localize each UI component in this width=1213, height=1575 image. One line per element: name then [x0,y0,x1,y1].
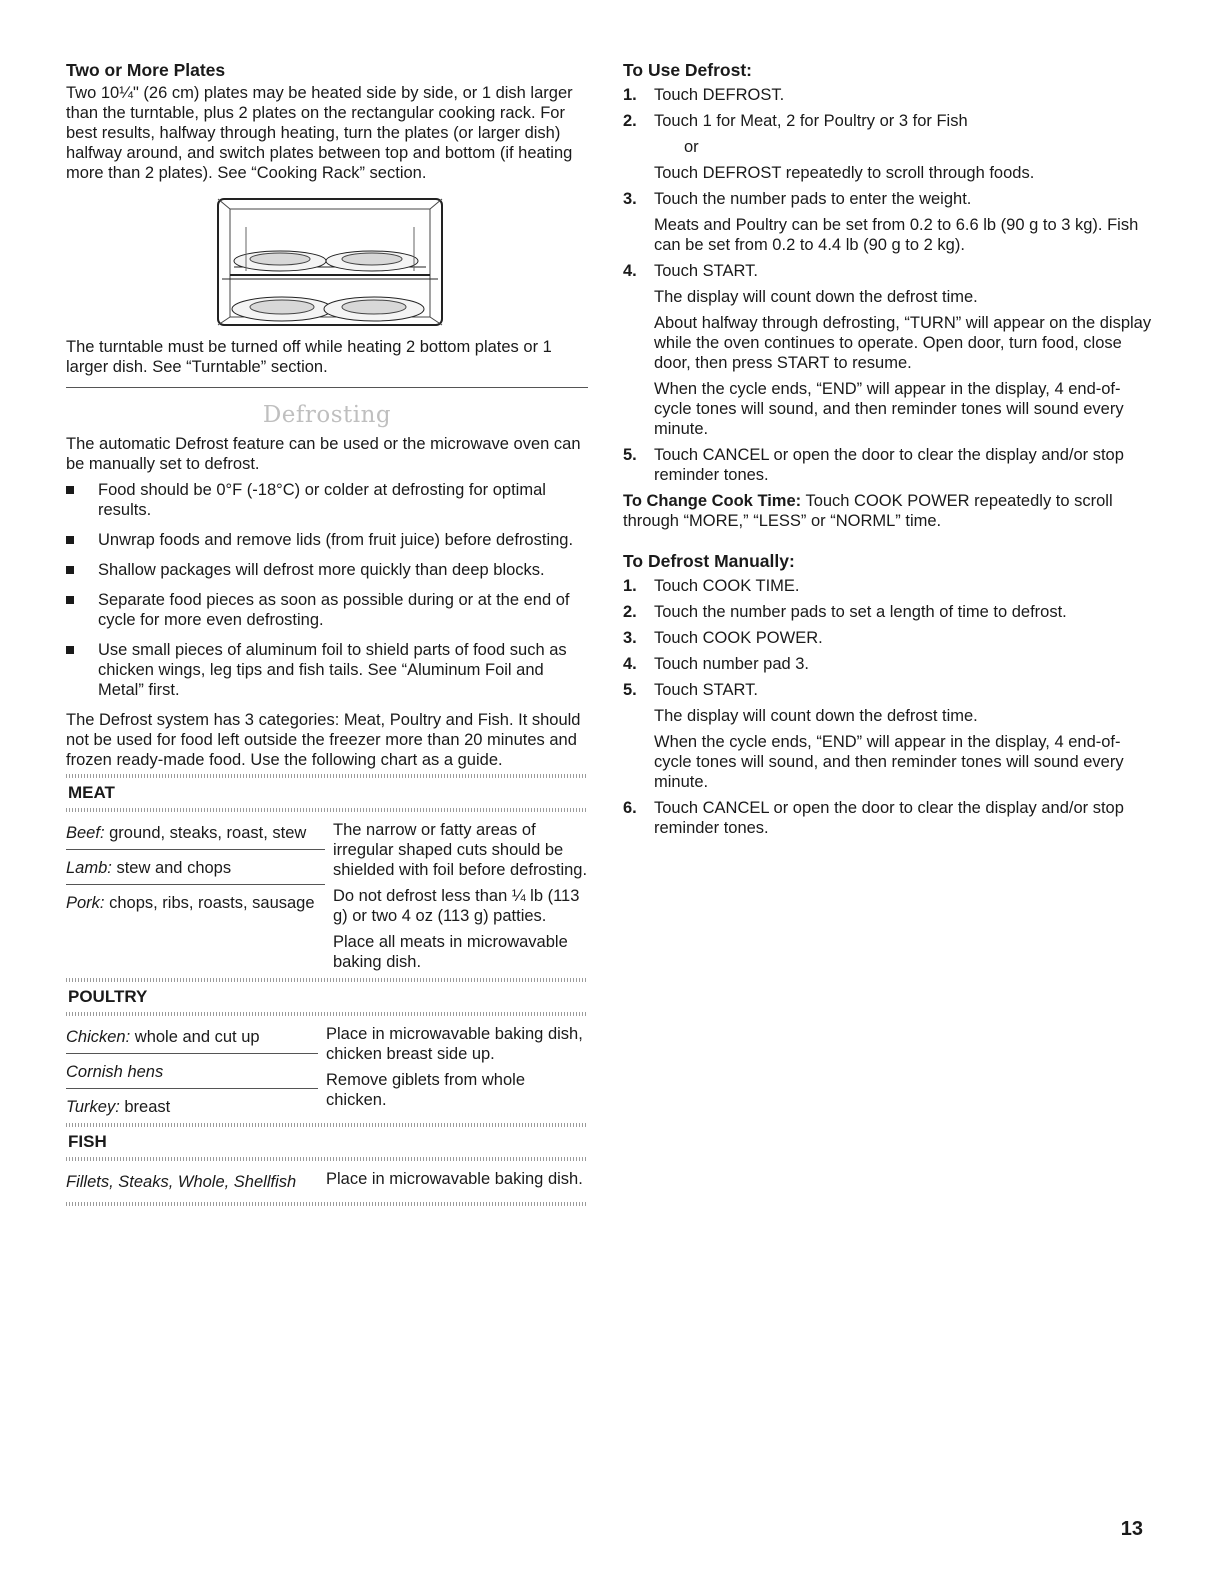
step-text: Touch COOK POWER. [654,629,823,647]
chicken-text: whole and cut up [130,1028,260,1046]
step-text: Touch the number pads to enter the weight. [654,190,972,208]
step-text: Touch CANCEL or open the door to clear the display and/or stop reminder tones. [654,799,1124,837]
change-cook-time [623,491,1153,531]
defrosting-section-title: Defrosting [262,402,392,428]
bullet-icon [66,566,74,574]
left-column [66,60,588,1206]
list-item [623,576,1153,596]
list-item [623,654,1153,674]
change-cook-time-text: Touch COOK POWER repeatedly to scroll through “MORE,” “LESS” or “NORML” time. [623,492,1113,530]
pork-label: Pork: [66,894,105,912]
chicken-label: Chicken: [66,1028,131,1046]
list-item [623,189,1153,255]
step-number: 3. [623,629,637,647]
beef-label: Beef: [66,824,105,842]
bullet-text: Shallow packages will defrost more quickly than deep blocks. [98,561,545,579]
section-divider [66,387,588,388]
list-item [66,640,588,700]
meat-category-title: MEAT [68,783,115,802]
step-detail: When the cycle ends, “END” will appear in the display, 4 end-of-cycle tones will sound, and then reminder tones will sound every minute. [654,733,1124,791]
change-cook-time-label: To Change Cook Time: [623,492,802,510]
beef-text: ground, steaks, roast, stew [104,824,307,842]
list-item [623,602,1153,622]
step-text: Touch START. [654,681,758,699]
step-detail: Meats and Poultry can be set from 0.2 to 6.6 lb (90 g to 3 kg). Fish can be set from 0.2 to 4.4 lb (90 g to 2 kg). [654,216,1139,254]
step-detail: Touch DEFROST repeatedly to scroll through foods. [654,164,1035,182]
step-number: 5. [623,681,637,699]
pork-text: chops, ribs, roasts, sausage [104,894,315,912]
fish-note: Place in microwavable baking dish. [326,1170,583,1188]
defrost-manually-heading: To Defrost Manually: [623,551,795,571]
list-item [623,680,1153,792]
step-text: Touch DEFROST. [654,86,785,104]
use-defrost-heading: To Use Defrost: [623,60,752,80]
step-number: 2. [623,112,637,130]
bullet-text: Unwrap foods and remove lids (from fruit juice) before defrosting. [98,531,574,549]
poultry-note: Remove giblets from whole chicken. [326,1071,525,1109]
use-defrost-steps [623,85,1153,485]
step-detail: The display will count down the defrost time. [654,707,978,725]
meat-note: Place all meats in microwavable baking dish. [332,933,568,971]
turntable-note: The turntable must be turned off while heating 2 bottom plates or 1 larger dish. See “Turntable” section. [66,338,552,376]
plates-heading: Two or More Plates [66,60,226,80]
hatch-rule [66,808,588,812]
table-row [66,850,325,885]
meat-notes [325,820,588,978]
step-text: Touch START. [654,262,758,280]
list-item [623,111,1153,183]
bullet-text: Use small pieces of aluminum foil to shield parts of food such as chicken wings, leg tips and fish tails. See “Aluminum Foil and Metal” first. [98,641,567,699]
fish-label: Fillets, Steaks, Whole, Shellfish [66,1173,297,1191]
page-number: 13 [1120,1518,1143,1540]
table-row [66,1024,318,1054]
defrost-intro: The automatic Defrost feature can be used or the microwave oven can be manually set to defrost. [66,435,581,473]
step-number: 1. [623,86,637,104]
plates-body: Two 10¼" (26 cm) plates may be heated side by side, or 1 dish larger than the turntable, plus 2 plates on the rectangular cooking rack. For best results, halfway through heating, turn the plates (or larger dish) halfway around, and switch plates between top and bottom (if heating more than 2 plates). See “Cooking Rack” section. [66,84,573,182]
meat-note: Do not defrost less than ¼ lb (113 g) or two 4 oz (113 g) patties. [332,887,580,925]
poultry-note: Place in microwavable baking dish, chicken breast side up. [326,1025,583,1063]
poultry-table [66,1024,588,1123]
poultry-category-title: POULTRY [68,987,148,1006]
table-row [66,885,325,919]
step-or: or [684,138,699,156]
lamb-label: Lamb: [66,859,112,877]
poultry-types [66,1024,318,1123]
meat-table [66,820,588,978]
oven-plates-illustration [216,197,444,327]
table-row [66,1089,318,1123]
step-number: 5. [623,446,637,464]
step-number: 4. [623,655,637,673]
table-row [66,820,325,850]
bullet-icon [66,596,74,604]
cornish-label: Cornish hens [66,1063,164,1081]
step-detail: About halfway through defrosting, “TURN” will appear on the display while the oven continues to operate. Open door, turn food, close door, then press START to resume. [654,314,1152,372]
fish-category-title: FISH [68,1132,107,1151]
step-detail: The display will count down the defrost time. [654,288,978,306]
step-number: 2. [623,603,637,621]
step-number: 4. [623,262,637,280]
bullet-icon [66,536,74,544]
step-text: Touch COOK TIME. [654,577,800,595]
step-text: Touch the number pads to set a length of time to defrost. [654,603,1067,621]
step-text: Touch number pad 3. [654,655,810,673]
table-row [66,1054,318,1089]
defrost-system-text: The Defrost system has 3 categories: Meat, Poultry and Fish. It should not be used for food left outside the freezer more than 20 minutes and frozen ready-made food. Use the following chart as a guide. [66,711,581,769]
hatch-rule [66,1012,588,1016]
poultry-notes [318,1024,584,1123]
lamb-text: stew and chops [111,859,232,877]
oven-illustration-svg [216,197,444,327]
meat-note: The narrow or fatty areas of irregular shaped cuts should be shielded with foil before defrosting. [332,821,588,879]
bullet-icon [66,646,74,654]
bullet-text: Separate food pieces as soon as possible during or at the end of cycle for more even defrosting. [98,591,570,629]
list-item [66,480,588,520]
turkey-text: breast [119,1098,171,1116]
fish-types [66,1169,318,1198]
list-item [623,261,1153,439]
hatch-rule [66,1157,588,1161]
meat-types [66,820,325,978]
fish-table [66,1169,588,1198]
step-number: 6. [623,799,637,817]
hatch-rule [66,1202,588,1206]
fish-notes [318,1169,584,1198]
step-number: 1. [623,577,637,595]
table-row [66,1169,318,1198]
defrost-chart [66,774,588,1206]
step-text: Touch 1 for Meat, 2 for Poultry or 3 for Fish [654,112,968,130]
list-item [623,85,1153,105]
turkey-label: Turkey: [66,1098,120,1116]
step-number: 3. [623,190,637,208]
step-text: Touch CANCEL or open the door to clear the display and/or stop reminder tones. [654,446,1124,484]
list-item [623,798,1153,838]
list-item [66,560,588,580]
right-column [623,60,1153,844]
defrost-tips-list [66,480,588,700]
bullet-text: Food should be 0°F (-18°C) or colder at defrosting for optimal results. [98,481,546,519]
list-item [66,590,588,630]
list-item [66,530,588,550]
list-item [623,628,1153,648]
defrost-manually-steps [623,576,1153,838]
list-item [623,445,1153,485]
bullet-icon [66,486,74,494]
step-detail: When the cycle ends, “END” will appear in the display, 4 end-of-cycle tones will sound, and then reminder tones will sound every minute. [654,380,1124,438]
